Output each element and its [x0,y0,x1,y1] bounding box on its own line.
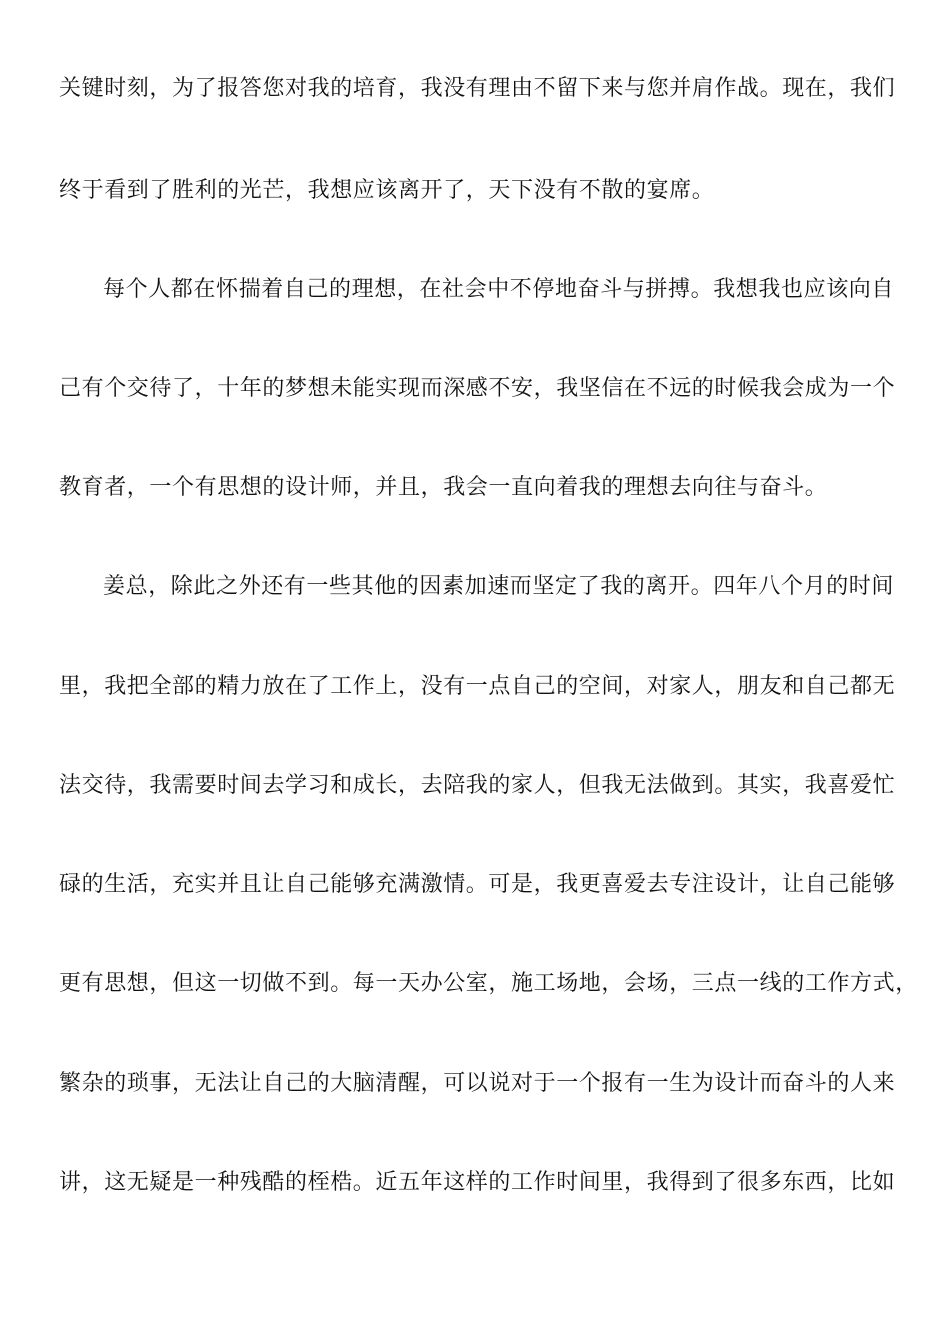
paragraph-start-line: 每个人都在怀揣着自己的理想，在社会中不停地奋斗与拼搏。我想我也应该向自 [103,277,895,302]
text-line: 法交待，我需要时间去学习和成长，去陪我的家人，但我无法做到。其实，我喜爱忙 [59,773,896,798]
text-line: 关键时刻，为了报答您对我的培育，我没有理由不留下来与您并肩作战。现在，我们 [59,76,896,101]
text-line: 碌的生活，充实并且让自己能够充满激情。可是，我更喜爱去专注设计，让自己能够 [59,872,896,897]
text-line: 更有思想，但这一切做不到。每一天办公室，施工场地，会场，三点一线的工作方式， [59,971,918,996]
paragraph-start-line: 姜总，除此之外还有一些其他的因素加速而坚定了我的离开。四年八个月的时间 [103,574,895,599]
text-line: 教育者，一个有思想的设计师，并且，我会一直向着我的理想去向往与奋斗。 [59,475,828,500]
text-line: 己有个交待了，十年的梦想未能实现而深感不安，我坚信在不远的时候我会成为一个 [59,376,896,401]
text-line: 讲，这无疑是一种残酷的桎梏。近五年这样的工作时间里，我得到了很多东西，比如 [59,1170,896,1195]
text-line: 繁杂的琐事，无法让自己的大脑清醒，可以说对于一个报有一生为设计而奋斗的人来 [59,1071,896,1096]
text-line: 终于看到了胜利的光芒，我想应该离开了，天下没有不散的宴席。 [59,178,715,203]
text-line: 里，我把全部的精力放在了工作上，没有一点自己的空间，对家人，朋友和自己都无 [59,674,896,699]
